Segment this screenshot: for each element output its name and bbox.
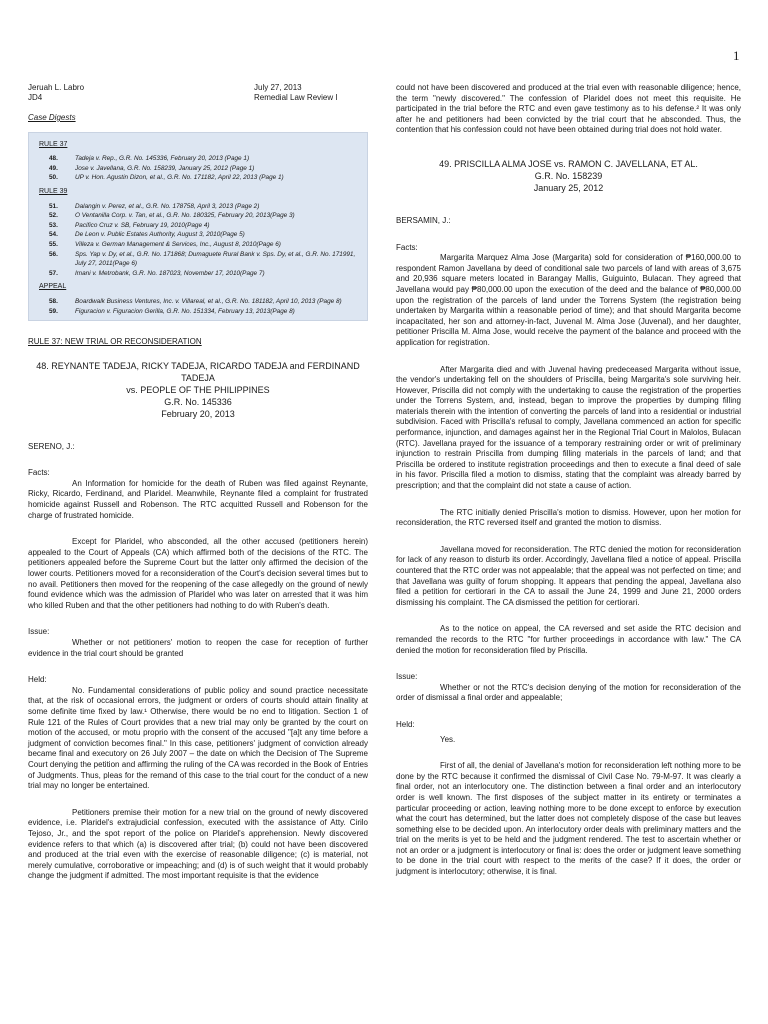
case49-ponente: BERSAMIN, J.: <box>396 215 451 225</box>
case48-facts-p1: An Information for homicide for the death of Ruben was filed against Reynante, Ricky, Ricardo, Ferdinand, and Plaridel. Meanwhile, Reynante filed a complaint for frustrated homicide against Russell and Robenson. The RTC acquitted Russell and Robenson for the charge of frustrated homicide. <box>28 478 368 520</box>
toc-entry[interactable] <box>39 230 361 240</box>
case49-issue-label: Issue: <box>396 672 418 682</box>
toc-entry-number: 59. <box>49 307 58 315</box>
toc-section-title: APPEAL <box>39 283 67 291</box>
case48-issue-text: Whether or not petitioners' motion to reopen the case for reception of further evidence in the trial court should be granted <box>28 638 368 658</box>
case49-facts-p5: As to the notice on appeal, the CA reversed and set aside the RTC decision and remanded the records to the RTC "for further proceedings in accordance with law." The CA denied the motion for reconsideration filed by Priscilla. <box>396 624 741 655</box>
toc-entry[interactable] <box>39 297 361 307</box>
subject-name: Remedial Law Review I <box>254 93 338 102</box>
toc-entry[interactable] <box>39 240 361 250</box>
case48-held-p1: No. Fundamental considerations of public policy and sound practice necessitate that, at the risk of occasional errors, the judgment or orders of courts should attain finality at some definite time fixed by law.¹ Otherwise, there would be no end to litigation. Section 1 of Rule 121 of the Rules of Court provides that a new trial may only be granted by the court on motion of the accused, or motu proprio with the consent of the accused "[a]t any time before a judgment of conviction becomes final." In this case, petitioners' judgment of conviction already became final and executory on 26 July 2007 – the date on which the Decision of The Supreme Court denying the petition and affirming the ruling of the CA was recorded in the Book of Entries of Judgments. Thus, pleas for the remand of this case to the trial court for the conduct of a new trial may no longer be entertained. <box>28 685 368 791</box>
toc-entry-text: Boardwalk Business Ventures, Inc. v. Villareal, et al., G.R. No. 181182, April 10, 2013 (Page 8) <box>75 297 342 305</box>
case-digests-label: Case Digests <box>28 113 76 122</box>
toc-entry-text: Pacifico Cruz v. SB, February 19, 2010(Page 4) <box>75 221 210 229</box>
case48-ponente: SERENO, J.: <box>28 441 75 451</box>
header-date: July 27, 2013 <box>254 83 302 92</box>
left-column <box>28 83 368 882</box>
case48-facts-p2: Except for Plaridel, who absconded, all the other accused (petitioners herein) appealed to the Court of Appeals (CA) which affirmed both of the decisions of the RTC. The petitioners appealed before the Supreme Court but the latter only affirmed the decision of the lower courts. Petitioners moved for a reconsideration of the Court's decision several times but to no avail. Petitioners then moved for the reopening of the case allegedly on the ground of newly found evidence which was the admission of Plaridel who was later on arrested that it was him who killed Ruben and that the other petitioners had nothing to do with Ruben's death. <box>28 537 368 610</box>
toc-entry-number: 51. <box>49 202 58 210</box>
toc-entry-text: Villeza v. German Management & Services, Inc., August 8, 2010(Page 6) <box>75 240 281 248</box>
toc-entry-text: Figuracion v. Figuracion Gerilla, G.R. No. 151334, February 13, 2013(Page 8) <box>75 307 295 315</box>
toc-entry-text: Imani v. Metrobank, G.R. No. 187023, November 17, 2010(Page 7) <box>75 269 265 277</box>
author-name: Jeruah L. Labro <box>28 83 85 92</box>
case48-title-line1: 48. REYNANTE TADEJA, RICKY TADEJA, RICARDO TADEJA and FERDINAND TADEJA <box>36 360 360 383</box>
case48-title <box>28 360 368 420</box>
case48-gr-number: G.R. No. 145336 <box>164 396 232 407</box>
toc-entry[interactable] <box>39 154 361 164</box>
toc-entry[interactable] <box>39 164 361 174</box>
page-number: 1 <box>733 48 740 63</box>
toc-entry-text: Sps. Yap v. Dy, et al., G.R. No. 171868; Dumaguete Rural Bank v. Sps. Dy, et al., G.R. No. 171991, July 27, 2011(Page 6) <box>75 250 356 268</box>
case48-held-p2: Petitioners premise their motion for a new trial on the ground of newly discovered evidence, i.e. Plaridel's extrajudicial confession, executed with the assistance of Atty. Cirilo Tejoso, Jr., and the spot report of the police on Plaridel's apprehension. Newly discovered evidence refers to that which (a) is discovered after trial; (b) could not have been discovered and produced at the trial even with the exercise of reasonable diligence; (c) is material, not merely cumulative, corroborative or impeaching; and (d) is of such weight that it would probably change the judgment if admitted. The most important requisite is that the evidence <box>28 807 368 881</box>
toc-entry-number: 54. <box>49 231 58 239</box>
case48-held-label: Held: <box>28 675 47 685</box>
toc-entry-text: De Leon v. Public Estates Authority, August 3, 2010(Page 5) <box>75 231 245 239</box>
toc-entry-number: 48. <box>49 155 58 163</box>
document-header <box>28 83 368 105</box>
toc-entry[interactable] <box>39 221 361 231</box>
toc-entry[interactable] <box>39 250 361 269</box>
toc-section-title: RULE 37 <box>39 140 68 148</box>
case49-date: January 25, 2012 <box>533 182 604 193</box>
toc-entry-text: Jose v. Javellana, G.R. No. 158239, January 25, 2012 (Page 1) <box>75 164 255 172</box>
case49-facts-p4: Javellana moved for reconsideration. The RTC denied the motion for reconsideration for lack of any reason to disturb its order. Accordingly, Javellana filed a notice of appeal. Priscilla countered that the RTC order was not appealable; that the appeal was not perfected on time; and that Javellana was guilty of forum shopping. It appears that pending the appeal, Javellana also filed a petition for certiorari in the CA to assail the June 24, 1999 and June 21, 2000 orders dismissing his complaint. The CA dismissed the petition for certiorari. <box>396 544 741 607</box>
case48-title-line2: vs. PEOPLE OF THE PHILIPPINES <box>126 384 270 395</box>
case49-held-p1: First of all, the denial of Javellana's motion for reconsideration left nothing more to be done by the RTC because it confirmed the dismissal of Civil Case No. 79-M-97. It was clearly a final order, not an interlocutory one. The distinction between a final order and an interlocutory order is well known. The first disposes of the subject matter in its entirety or terminates a particular proceeding or action, leaving nothing more to be done except to enforce by execution what the court has determined, but the latter does not completely dispose of the case but leaves something else to be decided upon. An interlocutory order deals with preliminary matters and the trial on the merits is yet to be held and the judgment rendered. The test to ascertain whether or not an order or a judgment is interlocutory or final is: does the order or judgment leave something to be done in the trial court with respect to the merits of the case? If it does, the order or judgment is interlocutory; otherwise, it is final. <box>396 761 741 877</box>
toc-entry-number: 55. <box>49 240 58 248</box>
toc-entry-number: 53. <box>49 221 58 229</box>
toc-entry-number: 50. <box>49 174 58 182</box>
case49-facts-label: Facts: <box>396 242 418 252</box>
toc-entry[interactable] <box>39 211 361 221</box>
case49-issue-text: Whether or not the RTC's decision denying of the motion for reconsideration of the order of dismissal a final order and appealable; <box>396 682 741 703</box>
case49-gr-number: G.R. No. 158239 <box>534 170 603 181</box>
case49-facts-p3: The RTC initially denied Priscilla's motion to dismiss. However, upon her motion for reconsideration, the RTC reversed itself and granted the motion to dismiss. <box>396 507 741 528</box>
case48-issue-label: Issue: <box>28 627 50 637</box>
toc-entry-text: UP v. Hon. Agustin Dizon, et al., G.R. No. 171182, April 22, 2013 (Page 1) <box>75 174 284 182</box>
course-code: JD4 <box>28 93 43 102</box>
table-of-contents <box>28 132 368 322</box>
toc-entry-text: O Ventanilla Corp. v. Tan, et al., G.R. No. 180325, February 20, 2013(Page 3) <box>75 212 295 220</box>
toc-entry-text: Tadeja v. Rep., G.R. No. 145336, February 20, 2013 (Page 1) <box>75 155 250 163</box>
toc-entry-number: 52. <box>49 212 58 220</box>
toc-entry[interactable] <box>39 173 361 183</box>
case49-held-answer: Yes. <box>440 734 456 744</box>
toc-entry-number: 58. <box>49 297 58 305</box>
case49-title <box>396 158 741 194</box>
case49-facts-p1: Margarita Marquez Alma Jose (Margarita) sold for consideration of ₱160,000.00 to respondent Ramon Javellana by deed of conditional sale two parcels of land with areas of 3,675 and 20,936 square meters located in Barangay Mallis, Guiguinto, Bulacan. They agreed that Javellana would pay ₱80,000.00 upon the execution of the deed and the balance of ₱80,000.00 upon the registration of the parcels of land under the Torrens System (the registration being undertaken by Margarita within a reasonable period of time); and that should Margarita become incapacitated, her son and attorney-in-fact, Juvenal M. Alma Jose (Juvenal), and her daughter, petitioner Priscilla M. Alma Jose, would receive the payment of the balance and proceed with the application for registration. <box>396 253 741 347</box>
toc-entry[interactable] <box>39 307 361 317</box>
rule37-heading: RULE 37: NEW TRIAL OR RECONSIDERATION <box>28 337 202 347</box>
toc-entry[interactable] <box>39 202 361 212</box>
toc-entry[interactable] <box>39 269 361 279</box>
toc-entry-text: Dalangin v. Perez, et al., G.R. No. 178758, April 3, 2013 (Page 2) <box>75 202 260 210</box>
case48-held-continuation: could not have been discovered and produced at the trial even with reasonable diligence; hence, the term "newly discovered." The confession of Plaridel does not meet this requisite. He participated in the trial before the RTC and even gave testimony as to his defense.² It was only after he and petitioners had been convicted by the trial court that he absconded. Thus, the contention that his confession could not have been obtained during trial does not hold water. <box>396 83 741 135</box>
toc-entry-number: 57. <box>49 269 58 277</box>
case49-title-line1: 49. PRISCILLA ALMA JOSE vs. RAMON C. JAVELLANA, ET AL. <box>439 158 698 169</box>
toc-entry-number: 49. <box>49 164 58 172</box>
toc-section-title: RULE 39 <box>39 187 68 195</box>
case48-date: February 20, 2013 <box>161 408 235 419</box>
case49-held-label: Held: <box>396 719 415 729</box>
toc-entry-number: 56. <box>49 250 58 258</box>
case48-facts-label: Facts: <box>28 468 50 478</box>
right-column <box>396 83 741 878</box>
case49-facts-p2: After Margarita died and with Juvenal having predeceased Margarita without issue, the vendor's undertaking fell on the shoulders of Priscilla, being Margarita's sole surviving heir. However, Priscilla did not comply with the undertaking to cause the registration of the properties under the Torrens System, and, instead, began to improve the properties by dumping filling materials therein with the intention of converting the parcels of land into a residential or industrial subdivision. Faced with Priscilla's refusal to comply, Javellana commenced an action for specific performance, injunction, and damages against her in the Regional Trial Court in Malolos, Bulacan (RTC). Javellana prayed for the issuance of a temporary restraining order or writ of preliminary injunction to restrain Priscilla from dumping filling materials in the parcels of land; and that Priscilla be ordered to institute registration proceedings and then to execute a final deed of sale in his favor. Priscilla filed a motion to dismiss, stating that the complaint was already barred by prescription; and that the complaint did not state a cause of action. <box>396 364 741 491</box>
